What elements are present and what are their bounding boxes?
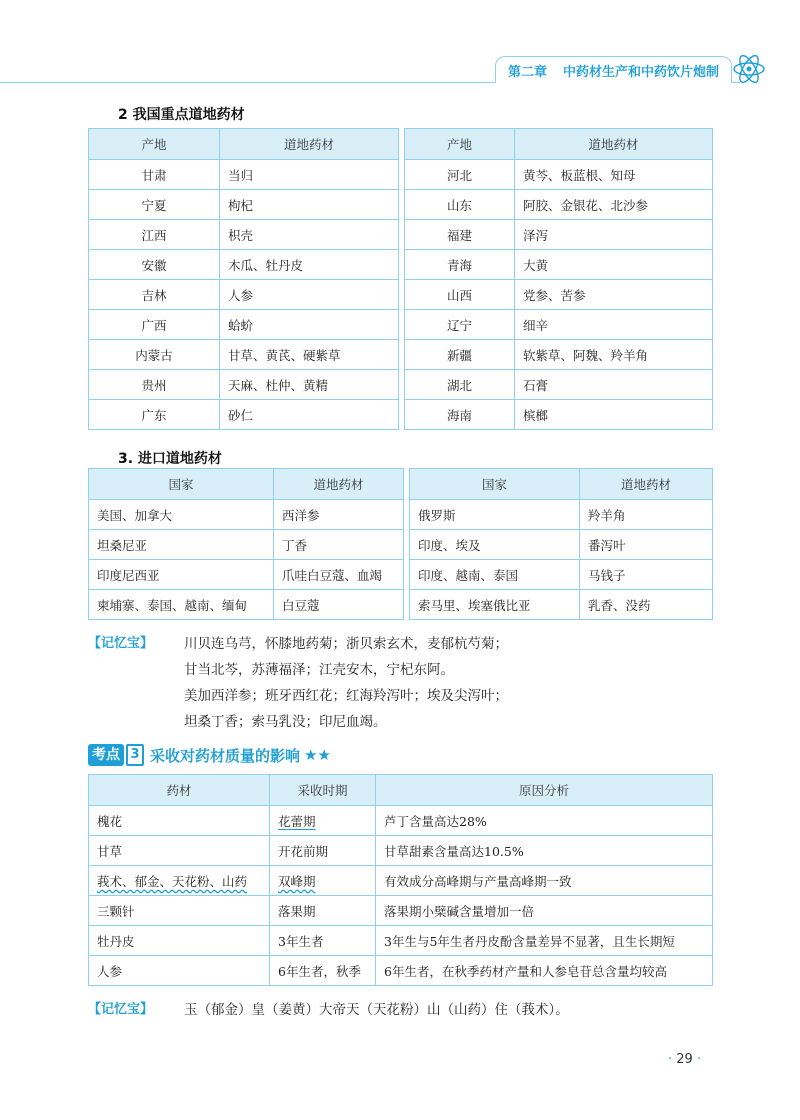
reason-cell: 3年生与5年生者丹皮酚含量差异不显著，且生长期短 bbox=[376, 926, 713, 956]
harvest-period: 花蕾期 bbox=[278, 813, 316, 829]
reason-cell: 有效成分高峰期与产量高峰期一致 bbox=[376, 866, 713, 896]
country-cell: 俄罗斯 bbox=[410, 500, 580, 530]
table-row bbox=[89, 530, 713, 560]
memory-aid-line: 美加西洋参；班牙西红花；红海羚泻叶；埃及尖泻叶； bbox=[184, 688, 508, 704]
harvest-quality-table bbox=[88, 774, 713, 986]
running-header bbox=[0, 52, 800, 88]
region-cell: 甘肃 bbox=[89, 160, 220, 190]
table-row bbox=[89, 220, 713, 250]
herb-cell: 石膏 bbox=[515, 370, 713, 400]
col-header: 药材 bbox=[89, 775, 270, 806]
col-header: 原因分析 bbox=[376, 775, 713, 806]
region-cell: 湖北 bbox=[405, 370, 515, 400]
herb-cell: 当归 bbox=[220, 160, 399, 190]
memory-aid-tag: 【记忆宝】 bbox=[88, 1002, 154, 1017]
col-header: 产地 bbox=[405, 129, 515, 160]
country-cell: 印度尼西亚 bbox=[89, 560, 274, 590]
domestic-herbs-table bbox=[88, 128, 713, 430]
herb-cell: 蛤蚧 bbox=[220, 310, 399, 340]
exam-point-title: 采收对药材质量的影响 bbox=[150, 746, 301, 765]
herb-cell: 细辛 bbox=[515, 310, 713, 340]
col-header: 采收时期 bbox=[270, 775, 376, 806]
table-row bbox=[89, 310, 713, 340]
herb-cell: 软紫草、阿魏、羚羊角 bbox=[515, 340, 713, 370]
harvest-period-cell bbox=[270, 956, 376, 986]
herb-cell: 西洋参 bbox=[274, 500, 404, 530]
table-row bbox=[89, 250, 713, 280]
region-cell: 山西 bbox=[405, 280, 515, 310]
country-cell: 印度、埃及 bbox=[410, 530, 580, 560]
header-tab bbox=[495, 56, 732, 83]
table-row bbox=[89, 500, 713, 530]
country-cell: 美国、加拿大 bbox=[89, 500, 274, 530]
table-row bbox=[89, 956, 713, 986]
herb-name: 槐花 bbox=[97, 813, 123, 829]
herb-cell: 羚羊角 bbox=[580, 500, 713, 530]
region-cell: 福建 bbox=[405, 220, 515, 250]
herb-cell: 丁香 bbox=[274, 530, 404, 560]
herb-cell bbox=[89, 926, 270, 956]
herb-cell: 爪哇白豆蔻、血竭 bbox=[274, 560, 404, 590]
memory-aid-line: 玉（郁金）皇（姜黄）大帝天（天花粉）山（山药）住（莪术）。 bbox=[184, 1002, 569, 1018]
table-row bbox=[89, 190, 713, 220]
herb-cell bbox=[89, 956, 270, 986]
table-row bbox=[89, 836, 713, 866]
harvest-period-cell bbox=[270, 866, 376, 896]
herb-name: 莪术、郁金、天花粉、山药 bbox=[97, 873, 248, 889]
herb-cell: 白豆蔻 bbox=[274, 590, 404, 620]
herb-cell: 阿胶、金银花、北沙参 bbox=[515, 190, 713, 220]
section-title-domestic: 2 我国重点道地药材 bbox=[118, 107, 245, 123]
region-cell: 广西 bbox=[89, 310, 220, 340]
reason-cell: 落果期小檗碱含量增加一倍 bbox=[376, 896, 713, 926]
herb-cell: 番泻叶 bbox=[580, 530, 713, 560]
country-cell: 索马里、埃塞俄比亚 bbox=[410, 590, 580, 620]
herb-cell: 黄芩、板蓝根、知母 bbox=[515, 160, 713, 190]
region-cell: 广东 bbox=[89, 400, 220, 430]
region-cell: 新疆 bbox=[405, 340, 515, 370]
herb-cell: 大黄 bbox=[515, 250, 713, 280]
herb-cell: 枳壳 bbox=[220, 220, 399, 250]
region-cell: 山东 bbox=[405, 190, 515, 220]
memory-aid-line: 川贝连乌芎，怀膝地药菊；浙贝索玄术，麦郁杭芍菊； bbox=[184, 636, 508, 652]
atom-icon bbox=[732, 52, 766, 86]
memory-aid-tag: 【记忆宝】 bbox=[88, 636, 154, 651]
imported-herbs-table bbox=[88, 468, 713, 620]
region-cell: 吉林 bbox=[89, 280, 220, 310]
country-cell: 柬埔寨、泰国、越南、缅甸 bbox=[89, 590, 274, 620]
col-header: 道地药材 bbox=[274, 469, 404, 500]
col-header: 道地药材 bbox=[580, 469, 713, 500]
herb-name: 人参 bbox=[97, 963, 123, 979]
col-header: 产地 bbox=[89, 129, 220, 160]
country-cell: 坦桑尼亚 bbox=[89, 530, 274, 560]
herb-cell: 人参 bbox=[220, 280, 399, 310]
page-number-value: 29 bbox=[676, 1052, 693, 1067]
memory-aid-line: 坦桑丁香；索马乳没；印尼血竭。 bbox=[184, 714, 387, 730]
page-number: · 29 · bbox=[668, 1052, 702, 1067]
region-cell: 海南 bbox=[405, 400, 515, 430]
section-title-imported: 3. 进口道地药材 bbox=[118, 451, 222, 467]
herb-cell: 甘草、黄芪、硬紫草 bbox=[220, 340, 399, 370]
herb-name: 三颗针 bbox=[97, 903, 135, 919]
col-header: 国家 bbox=[89, 469, 274, 500]
region-cell: 河北 bbox=[405, 160, 515, 190]
herb-cell: 槟榔 bbox=[515, 400, 713, 430]
table-row bbox=[89, 896, 713, 926]
harvest-period-cell bbox=[270, 926, 376, 956]
chapter-title: 中药材生产和中药饮片炮制 bbox=[562, 64, 719, 80]
harvest-period: 落果期 bbox=[278, 903, 316, 919]
table-header-row bbox=[89, 129, 713, 160]
table-row bbox=[89, 560, 713, 590]
col-header: 道地药材 bbox=[515, 129, 713, 160]
herb-cell: 泽泻 bbox=[515, 220, 713, 250]
col-header: 道地药材 bbox=[220, 129, 399, 160]
importance-stars-icon: ★★ bbox=[304, 746, 331, 764]
herb-cell bbox=[89, 806, 270, 836]
herb-cell: 乳香、没药 bbox=[580, 590, 713, 620]
memory-aid-1 bbox=[88, 632, 728, 736]
reason-cell: 甘草甜素含量高达10.5% bbox=[376, 836, 713, 866]
herb-cell: 木瓜、牡丹皮 bbox=[220, 250, 399, 280]
exam-point-badge: 考点 bbox=[88, 744, 124, 766]
herb-cell: 枸杞 bbox=[220, 190, 399, 220]
table-row bbox=[89, 160, 713, 190]
table-row bbox=[89, 400, 713, 430]
table-row bbox=[89, 926, 713, 956]
region-cell: 贵州 bbox=[89, 370, 220, 400]
herb-cell bbox=[89, 836, 270, 866]
harvest-period: 6年生者，秋季 bbox=[278, 963, 361, 979]
herb-cell: 党参、苦参 bbox=[515, 280, 713, 310]
chapter-label: 第二章 bbox=[507, 64, 547, 80]
table-row bbox=[89, 590, 713, 620]
harvest-period-cell bbox=[270, 896, 376, 926]
exam-point-heading bbox=[88, 744, 331, 766]
herb-cell bbox=[89, 896, 270, 926]
harvest-period: 3年生者 bbox=[278, 933, 324, 949]
region-cell: 江西 bbox=[89, 220, 220, 250]
herb-cell: 砂仁 bbox=[220, 400, 399, 430]
region-cell: 安徽 bbox=[89, 250, 220, 280]
herb-cell: 天麻、杜仲、黄精 bbox=[220, 370, 399, 400]
region-cell: 内蒙古 bbox=[89, 340, 220, 370]
country-cell: 印度、越南、泰国 bbox=[410, 560, 580, 590]
table-row bbox=[89, 340, 713, 370]
exam-point-number: 3 bbox=[126, 744, 144, 766]
herb-name: 甘草 bbox=[97, 843, 123, 859]
reason-cell: 6年生者，在秋季药材产量和人参皂苷总含量均较高 bbox=[376, 956, 713, 986]
harvest-period-cell bbox=[270, 806, 376, 836]
harvest-period: 开花前期 bbox=[278, 843, 329, 859]
herb-cell bbox=[89, 866, 270, 896]
table-header-row bbox=[89, 469, 713, 500]
table-row bbox=[89, 370, 713, 400]
table-row bbox=[89, 806, 713, 836]
harvest-period: 双峰期 bbox=[278, 873, 316, 889]
table-header-row bbox=[89, 775, 713, 806]
region-cell: 宁夏 bbox=[89, 190, 220, 220]
region-cell: 辽宁 bbox=[405, 310, 515, 340]
table-row bbox=[89, 866, 713, 896]
herb-name: 牡丹皮 bbox=[97, 933, 135, 949]
reason-cell: 芦丁含量高达28% bbox=[376, 806, 713, 836]
memory-aid-line: 甘当北芩，苏薄福泽；江壳安木，宁杞东阿。 bbox=[184, 662, 454, 678]
memory-aid-2 bbox=[88, 998, 728, 1024]
region-cell: 青海 bbox=[405, 250, 515, 280]
col-header: 国家 bbox=[410, 469, 580, 500]
herb-cell: 马钱子 bbox=[580, 560, 713, 590]
harvest-period-cell bbox=[270, 836, 376, 866]
table-row bbox=[89, 280, 713, 310]
